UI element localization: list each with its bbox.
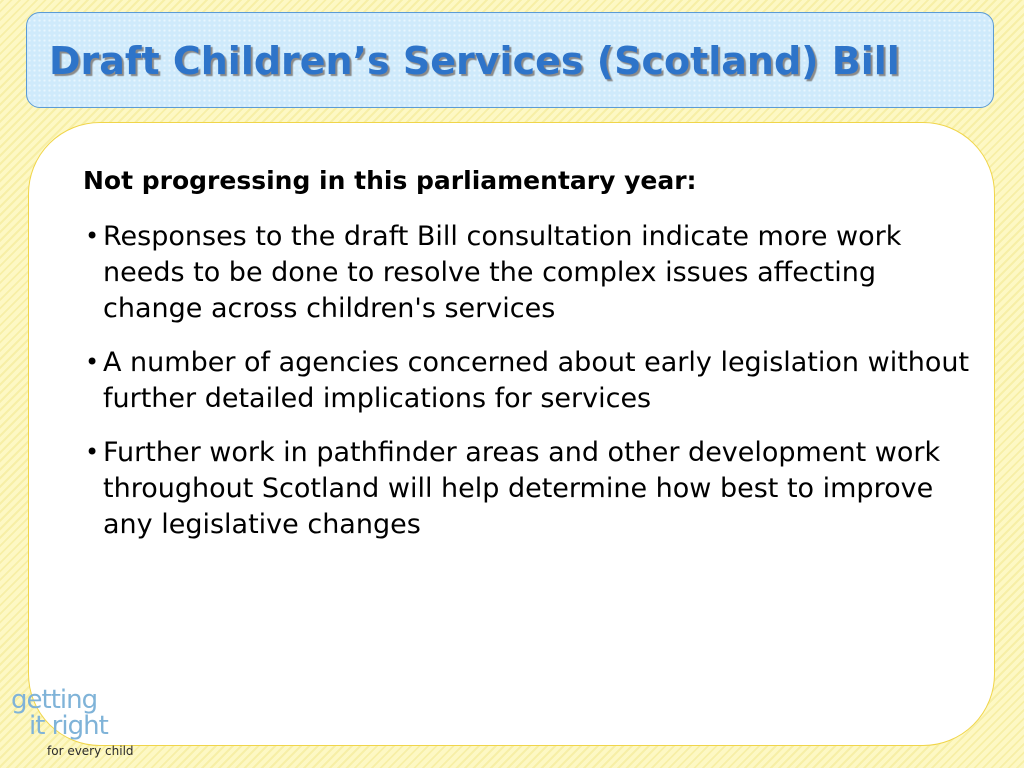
content-box <box>28 122 995 746</box>
slide-title: Draft Children’s Services (Scotland) Bill <box>49 39 900 83</box>
bullet-item <box>83 435 973 543</box>
bullet-marker: • <box>85 438 100 466</box>
bullet-item <box>83 345 973 417</box>
bullet-text: Further work in pathfinder areas and other development work throughout Scotland will help determine how best to improve any legislative changes <box>103 437 941 540</box>
logo-line-it-right: it right <box>29 711 108 741</box>
bullet-list <box>83 219 973 543</box>
logo-line-getting: getting <box>11 685 98 715</box>
logo-line-for-every-child: for every child <box>47 744 134 758</box>
title-box <box>26 12 994 108</box>
bullet-marker: • <box>85 348 100 376</box>
bullet-text: Responses to the draft Bill consultation indicate more work needs to be done to resolve the complex issues affecting change across children's services <box>103 221 902 324</box>
slide-content <box>83 163 973 561</box>
bullet-text: A number of agencies concerned about early legislation without further detailed implications for services <box>103 347 970 414</box>
bullet-item <box>83 219 973 327</box>
content-heading: Not progressing in this parliamentary year: <box>83 166 697 195</box>
bullet-marker: • <box>85 222 100 250</box>
getting-it-right-logo <box>11 686 151 766</box>
